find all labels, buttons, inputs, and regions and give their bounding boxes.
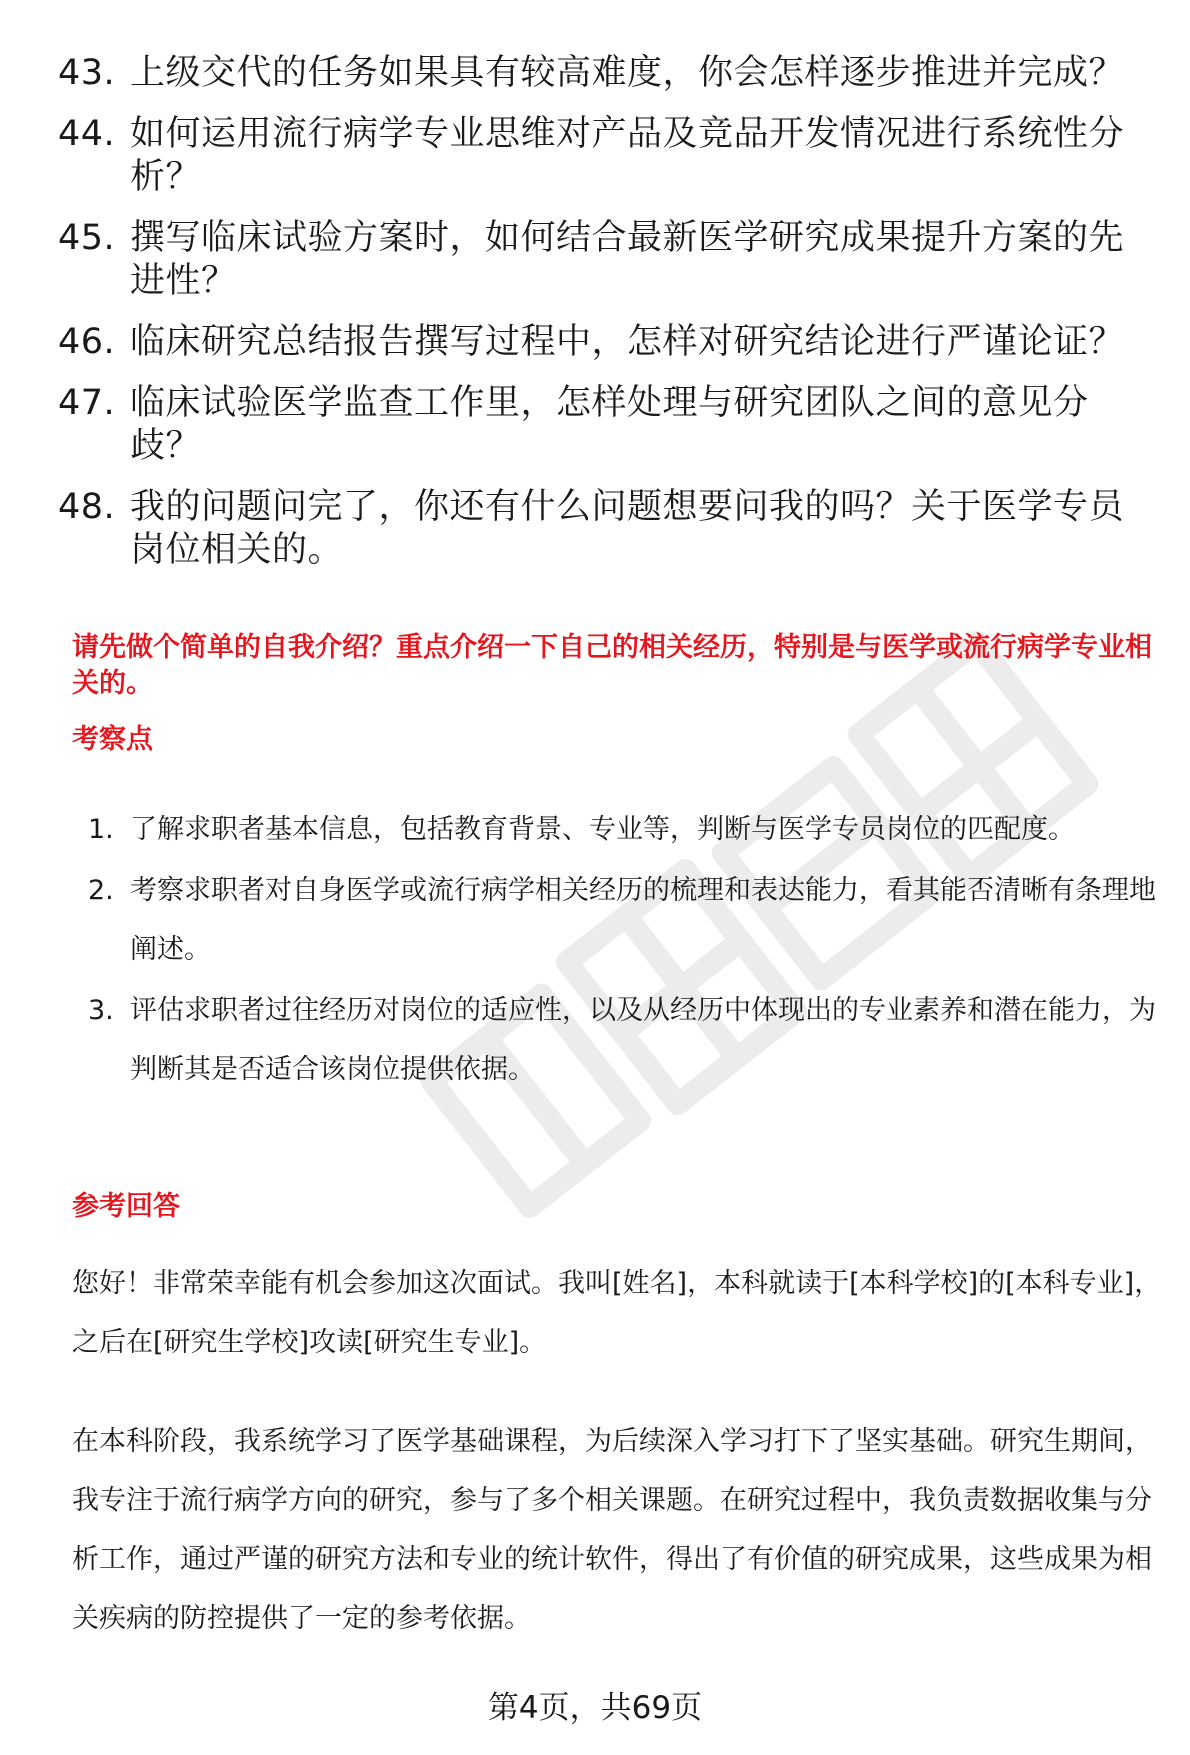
question-number: 48. [58,487,116,527]
question-number: 46. [58,322,116,362]
question-list [58,52,1158,590]
assessment-label: 考察点 [72,724,153,755]
question-item [58,382,1158,468]
assessment-point-number: 1. [88,814,114,845]
question-text: 上级交代的任务如果具有较高难度，你会怎样逐步推进并完成？ [130,53,1125,93]
assessment-point-text: 评估求职者过往经历对岗位的适应性，以及从经历中体现出的专业素养和潜在能力，为判断其是否适合该岗位提供依据。 [130,995,1156,1085]
question-text: 临床研究总结报告撰写过程中，怎样对研究结论进行严谨论证？ [130,322,1125,362]
question-item [58,113,1158,199]
question-text: 撰写临床试验方案时，如何结合最新医学研究成果提升方案的先进性？ [130,218,1125,301]
answer-paragraph: 您好！非常荣幸能有机会参加这次面试。我叫[姓名]，本科就读于[本科学校]的[本科专业]，之后在[研究生学校]攻读[研究生专业]。 [72,1268,1162,1358]
question-text: 我的问题问完了，你还有什么问题想要问我的吗？关于医学专员岗位相关的。 [130,487,1125,570]
assessment-point [88,800,1163,859]
assessment-point-number: 3. [88,995,114,1026]
question-number: 45. [58,218,116,258]
question-text: 如何运用流行病学专业思维对产品及竞品开发情况进行系统性分析？ [130,114,1125,197]
question-number: 47. [58,383,116,423]
assessment-point-number: 2. [88,875,114,906]
assessment-point-text: 考察求职者对自身医学或流行病学相关经历的梳理和表达能力，看其能否清晰有条理地阐述。 [130,875,1156,965]
question-text: 临床试验医学监查工作里，怎样处理与研究团队之间的意见分歧？ [130,383,1089,466]
assessment-point [88,981,1163,1099]
page-number: 第4页，共69页 [487,1690,703,1726]
question-number: 44. [58,114,116,154]
question-item [58,486,1158,572]
question-item [58,217,1158,303]
question-item [58,52,1158,95]
answer-paragraph: 在本科阶段，我系统学习了医学基础课程，为后续深入学习打下了坚实基础。研究生期间，我专注于流行病学方向的研究，参与了多个相关课题。在研究过程中，我负责数据收集与分析工作，通过严谨的研究方法和专业的统计软件，得出了有价值的研究成果，这些成果为相关疾病的防控提供了一定的参考依据。 [72,1426,1152,1634]
reference-answer-label: 参考回答 [72,1191,180,1222]
assessment-point [88,861,1163,979]
interview-question-heading: 请先做个简单的自我介绍？重点介绍一下自己的相关经历，特别是与医学或流行病学专业相关的。 [72,632,1152,699]
assessment-point-text: 了解求职者基本信息，包括教育背景、专业等，判断与医学专员岗位的匹配度。 [130,814,1075,845]
question-number: 43. [58,53,116,93]
assessment-points-list [88,800,1163,1101]
question-item [58,321,1158,364]
